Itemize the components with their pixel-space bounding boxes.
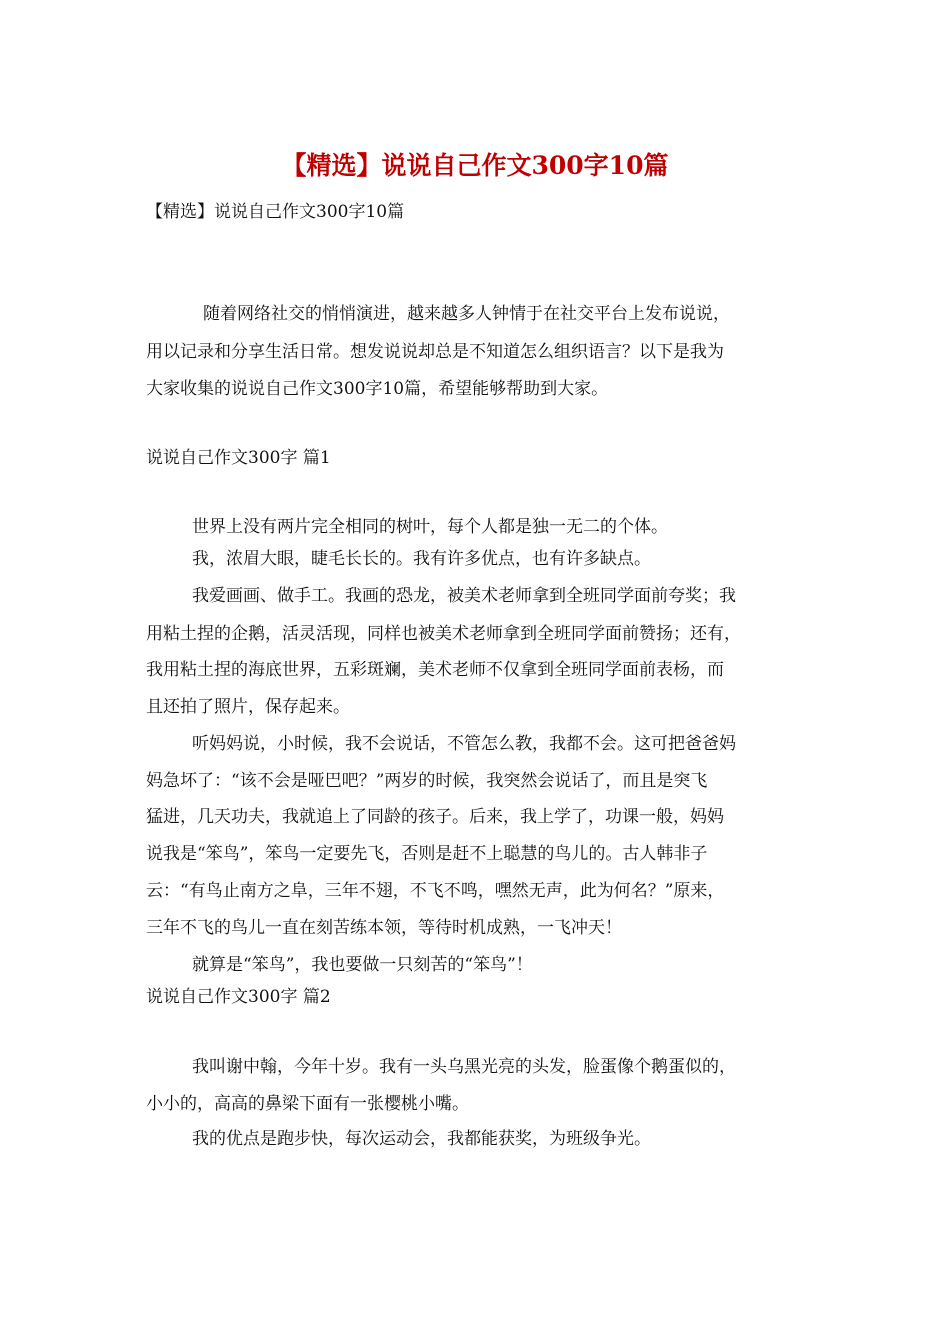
body-line: 云：“有鸟止南方之阜，三年不翅，不飞不鸣，嘿然无声，此为何名？”原来， bbox=[146, 881, 725, 901]
body-line: 我用粘土捏的海底世界，五彩斑斓，美术老师不仅拿到全班同学面前表杨，而 bbox=[146, 660, 724, 680]
body-line: 用粘土捏的企鹅，活灵活现，同样也被美术老师拿到全班同学面前赞扬；还有， bbox=[146, 624, 741, 644]
body-line: 三年不飞的鸟儿一直在刻苦练本领，等待时机成熟，一飞冲天！ bbox=[146, 918, 622, 938]
body-line: 小小的，高高的鼻梁下面有一张樱桃小嘴。 bbox=[146, 1094, 469, 1114]
document-subtitle: 【精选】说说自己作文300字10篇 bbox=[146, 202, 405, 222]
body-line: 说我是“笨鸟”，笨鸟一定要先飞，否则是赶不上聪慧的鸟儿的。古人韩非子 bbox=[146, 844, 708, 864]
intro-line: 大家收集的说说自己作文300字10篇，希望能够帮助到大家。 bbox=[146, 379, 609, 399]
section-heading: 说说自己作文300字 篇2 bbox=[146, 987, 331, 1007]
body-line: 就算是“笨鸟”，我也要做一只刻苦的“笨鸟”！ bbox=[192, 955, 533, 975]
body-line: 我，浓眉大眼，睫毛长长的。我有许多优点，也有许多缺点。 bbox=[192, 549, 651, 569]
body-line: 世界上没有两片完全相同的树叶，每个人都是独一无二的个体。 bbox=[192, 517, 668, 537]
intro-line: 用以记录和分享生活日常。想发说说却总是不知道怎么组织语言？以下是我为 bbox=[146, 342, 724, 362]
body-line: 且还拍了照片，保存起来。 bbox=[146, 697, 350, 717]
body-line: 猛进，几天功夫，我就追上了同龄的孩子。后来，我上学了，功课一般，妈妈 bbox=[146, 807, 724, 827]
intro-line: 随着网络社交的悄悄演进，越来越多人钟情于在社交平台上发布说说， bbox=[203, 304, 730, 324]
body-line: 妈急坏了：“该不会是哑巴吧？”两岁的时候，我突然会说话了，而且是突飞 bbox=[146, 771, 708, 791]
body-line: 我爱画画、做手工。我画的恐龙，被美术老师拿到全班同学面前夸奖；我 bbox=[192, 586, 736, 606]
body-line: 我叫谢中翰，今年十岁。我有一头乌黑光亮的头发，脸蛋像个鹅蛋似的， bbox=[192, 1057, 736, 1077]
section-heading: 说说自己作文300字 篇1 bbox=[146, 448, 331, 468]
body-line: 听妈妈说，小时候，我不会说话，不管怎么教，我都不会。这可把爸爸妈 bbox=[192, 734, 736, 754]
document-title: 【精选】说说自己作文300字10篇 bbox=[281, 151, 669, 180]
body-line: 我的优点是跑步快，每次运动会，我都能获奖，为班级争光。 bbox=[192, 1129, 651, 1149]
